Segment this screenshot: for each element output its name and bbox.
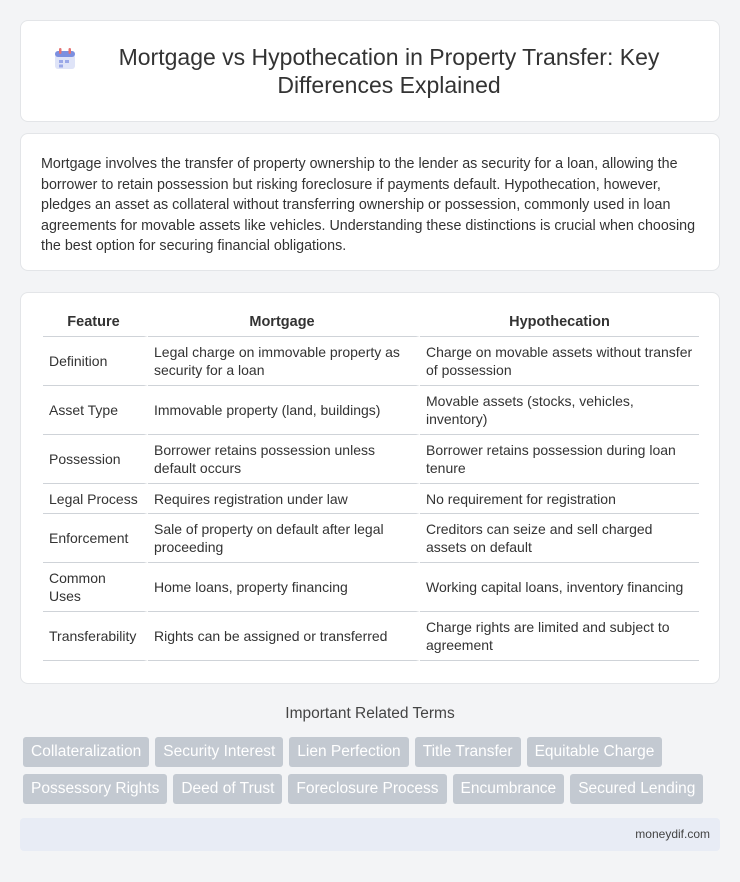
- cell-mortgage: Legal charge on immovable property as security for a loan: [148, 337, 420, 386]
- cell-hypothecation: Movable assets (stocks, vehicles, inventory): [420, 386, 699, 435]
- cell-feature: Possession: [43, 435, 148, 484]
- header-mortgage: Mortgage: [148, 307, 420, 337]
- table-row: [43, 563, 699, 612]
- table-row: [43, 337, 699, 386]
- footer: [20, 818, 720, 851]
- tag-collateralization[interactable]: Collateralization: [23, 737, 149, 767]
- cell-hypothecation: Charge on movable assets without transfer of possession: [420, 337, 699, 386]
- tag-lien-perfection[interactable]: Lien Perfection: [289, 737, 408, 767]
- tag-possessory-rights[interactable]: Possessory Rights: [23, 774, 167, 804]
- cell-mortgage: Borrower retains possession unless default occurs: [148, 435, 420, 484]
- cell-mortgage: Home loans, property financing: [148, 563, 420, 612]
- tag-security-interest[interactable]: Security Interest: [155, 737, 283, 767]
- title-wrap: [50, 43, 690, 99]
- cell-hypothecation: Borrower retains possession during loan tenure: [420, 435, 699, 484]
- tag-row: [23, 737, 723, 767]
- related-terms: [23, 737, 723, 811]
- table-row: [43, 435, 699, 484]
- tag-encumbrance[interactable]: Encumbrance: [453, 774, 565, 804]
- cell-mortgage: Immovable property (land, buildings): [148, 386, 420, 435]
- title-card: [20, 20, 720, 122]
- cell-feature: Common Uses: [43, 563, 148, 612]
- cell-mortgage: Rights can be assigned or transferred: [148, 612, 420, 661]
- tag-deed-of-trust[interactable]: Deed of Trust: [173, 774, 282, 804]
- table-header-row: [43, 307, 699, 337]
- cell-mortgage: Sale of property on default after legal proceeding: [148, 514, 420, 563]
- footer-site[interactable]: moneydif.com: [635, 827, 710, 841]
- cell-hypothecation: No requirement for registration: [420, 484, 699, 514]
- table-row: [43, 484, 699, 514]
- calendar-icon: [51, 45, 79, 73]
- cell-hypothecation: Working capital loans, inventory financing: [420, 563, 699, 612]
- header-hypothecation: Hypothecation: [420, 307, 699, 337]
- cell-mortgage: Requires registration under law: [148, 484, 420, 514]
- cell-feature: Enforcement: [43, 514, 148, 563]
- tag-row: [23, 774, 723, 804]
- table-row: [43, 514, 699, 563]
- tag-foreclosure-process[interactable]: Foreclosure Process: [288, 774, 446, 804]
- tag-equitable-charge[interactable]: Equitable Charge: [527, 737, 663, 767]
- header-feature: Feature: [43, 307, 148, 337]
- table-row: [43, 386, 699, 435]
- cell-hypothecation: Creditors can seize and sell charged assets on default: [420, 514, 699, 563]
- comparison-card: [20, 292, 720, 684]
- cell-feature: Legal Process: [43, 484, 148, 514]
- comparison-table: [43, 307, 699, 661]
- intro-card: [20, 133, 720, 271]
- intro-paragraph: Mortgage involves the transfer of property ownership to the lender as security for a loan, allowing the borrower to retain possession but risking foreclosure if payments default. Hypothecation, however, pledges an asset as collateral without transferring ownership or possession, commonly used in loan agreements for movable assets like vehicles. Understanding these distinctions is crucial when choosing the best option for securing financial obligations.: [41, 156, 696, 254]
- cell-feature: Asset Type: [43, 386, 148, 435]
- page-title: Mortgage vs Hypothecation in Property Transfer: Key Differences Explained: [118, 44, 660, 98]
- cell-hypothecation: Charge rights are limited and subject to agreement: [420, 612, 699, 661]
- tag-title-transfer[interactable]: Title Transfer: [415, 737, 521, 767]
- cell-feature: Definition: [43, 337, 148, 386]
- cell-feature: Transferability: [43, 612, 148, 661]
- table-row: [43, 612, 699, 661]
- related-terms-heading: Important Related Terms: [285, 705, 455, 722]
- tag-secured-lending[interactable]: Secured Lending: [570, 774, 703, 804]
